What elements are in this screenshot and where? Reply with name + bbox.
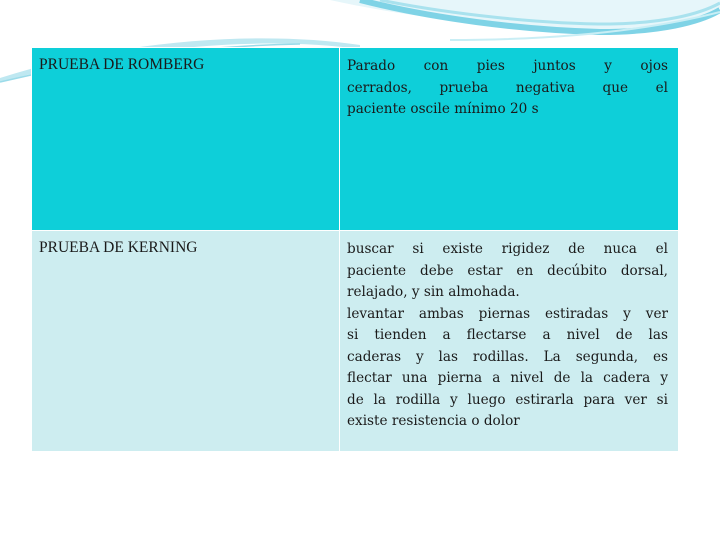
test-name-cell: PRUEBA DE ROMBERG <box>32 48 340 231</box>
table-row <box>32 231 679 452</box>
test-description-cell <box>340 48 679 231</box>
description-line: existe resistencia o dolor <box>347 413 520 429</box>
neuro-tests-table <box>31 47 679 452</box>
description-line: paciente debe estar en decúbito dorsal, <box>347 262 668 279</box>
description-line: caderas y las rodillas. La segunda, es <box>347 348 668 365</box>
description-line: cerrados, prueba negativa que el <box>347 79 668 96</box>
test-name-cell: PRUEBA DE KERNING <box>32 231 340 452</box>
description-line: flectar una pierna a nivel de la cadera y <box>347 370 668 386</box>
description-line: buscar si existe rigidez de nuca el <box>347 241 668 257</box>
description-line: paciente oscile mínimo 20 s <box>347 101 539 117</box>
description-line: levantar ambas piernas estiradas y ver <box>347 305 668 322</box>
table-row <box>32 48 679 231</box>
description-line: relajado, y sin almohada. <box>347 284 520 300</box>
description-line: de la rodilla y luego estirarla para ver si <box>347 391 668 408</box>
description-line: Parado con pies juntos y ojos <box>347 58 668 74</box>
description-line: si tienden a flectarse a nivel de las <box>347 327 668 343</box>
test-description-cell <box>340 231 679 452</box>
